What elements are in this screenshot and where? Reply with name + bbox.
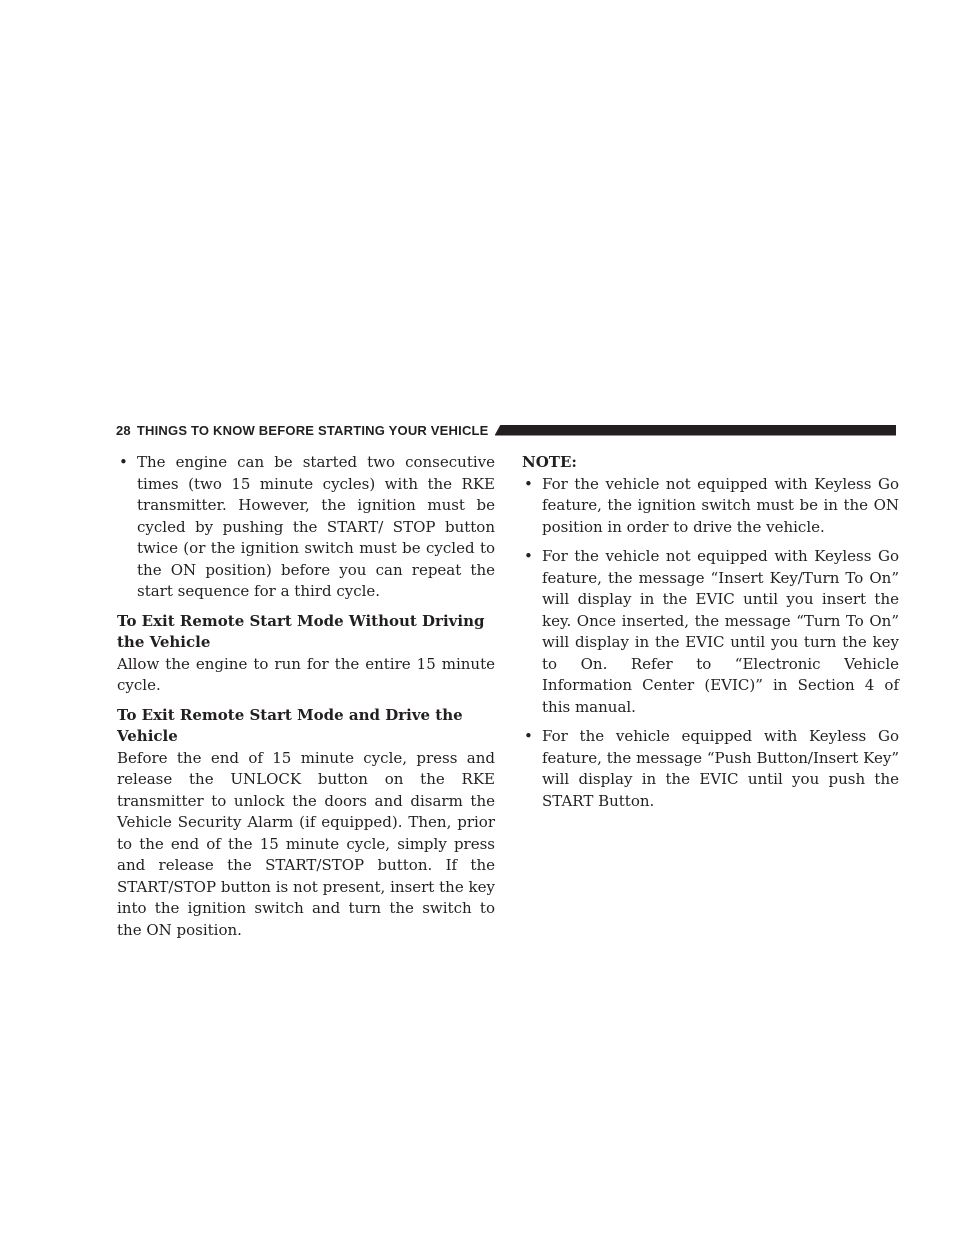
left-column <box>117 452 495 949</box>
page-number: 28 <box>116 422 131 438</box>
paragraph: Before the end of 15 minute cycle, press and release the UNLOCK button on the RKE transmitter to unlock the doors and disarm the Vehicle Security Alarm (if equipped). Then, prior to the end of the 15 minute cycle, simply press and release the START/STOP button. If the START/STOP button is not present, insert the key into the ignition switch and turn the switch to the ON position. <box>117 748 495 939</box>
list-item <box>117 452 495 603</box>
bullet-text: For the vehicle not equipped with Keyless Go feature, the ignition switch must be in the ON position in order to drive the vehicle. <box>542 474 899 536</box>
list-item <box>522 726 899 812</box>
right-column <box>522 452 899 820</box>
paragraph: Allow the engine to run for the entire 15 minute cycle. <box>117 654 495 694</box>
bullet-text: For the vehicle not equipped with Keyless Go feature, the message “Insert Key/Turn To On” will display in the EVIC until you insert the key. Once inserted, the message “Turn To On” will display in the EVIC until you turn the key to On. Refer to “Electronic Vehicle Information Center (EVIC)” in Section 4 of this manual. <box>542 547 899 716</box>
list-item <box>522 546 899 718</box>
page-header <box>116 421 896 439</box>
bullet-icon: • <box>524 474 533 493</box>
subheading: To Exit Remote Start Mode Without Driving the Vehicle <box>117 611 485 651</box>
subheading: To Exit Remote Start Mode and Drive the Vehicle <box>117 705 463 745</box>
bullet-icon: • <box>524 727 533 745</box>
bullet-icon: • <box>524 547 533 565</box>
bullet-text: The engine can be started two consecutive times (two 15 minute cycles) with the RKE transmitter. However, the ignition must be cycled by pushing the START/ STOP button twice (or the ignition switch must be cycled to the ON position) before you can repeat the start sequence for a third cycle. <box>137 453 495 600</box>
bullet-icon: • <box>119 453 128 471</box>
note-label: NOTE: <box>522 453 577 471</box>
bullet-text: For the vehicle equipped with Keyless Go feature, the message “Push Button/Insert Key” will display in the EVIC until you push the START Button. <box>542 727 899 810</box>
section-title: THINGS TO KNOW BEFORE STARTING YOUR VEHICLE <box>136 422 489 438</box>
header-rule <box>495 425 896 436</box>
list-item <box>522 474 899 539</box>
